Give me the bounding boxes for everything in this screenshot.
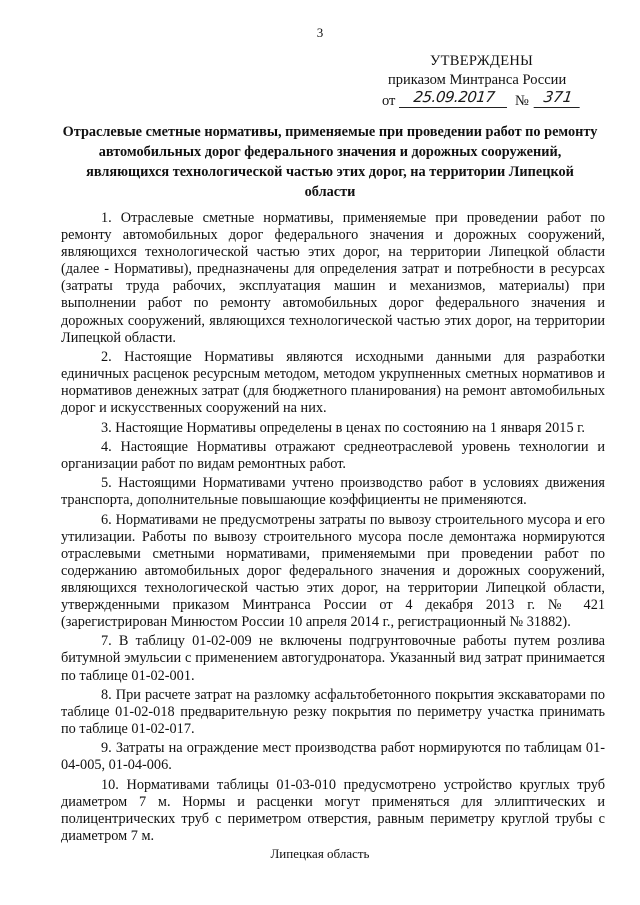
paragraph-4: 4. Настоящие Нормативы отражают среднеотраслевой уровень технологии и организации работ по видам ремонтных работ. [61, 438, 605, 472]
paragraph-5: 5. Настоящими Нормативами учтено производство работ в условиях движения транспорта, дополнительные повышающие коэффициенты не применяются. [61, 475, 605, 509]
approval-from-label: от [382, 93, 396, 109]
approval-title: УТВЕРЖДЕНЫ [430, 53, 534, 69]
approval-date: 25.09.2017 [399, 88, 509, 108]
paragraph-10: 10. Нормативами таблицы 01-03-010 предусмотрено устройство круглых труб диаметром 7 м. Нормы и расценки могут применяться для эллиптических и полицентрических труб с периметром отверстия, равным периметру круглой трубы с диаметром 7 м. [61, 776, 605, 844]
approval-block [382, 52, 622, 112]
approval-number-label: № [515, 93, 529, 109]
paragraph-6: 6. Нормативами не предусмотрены затраты по вывозу строительного мусора и его утилизации. Работы по вывозу строительного мусора после демонтажа нормируются отраслевыми сметными нормативами, применяемыми при проведении работ по содержанию автомобильных дорог федерального значения и дорожных сооружений, являющихся технологической частью этих дорог, на территории Липецкой области, утвержденными приказом Минтранса России от 4 декабря 2013 г. № 421 (зарегистрирован Минюстом России 10 апреля 2014 г., регистрационный № 31882). [61, 511, 605, 631]
document-body [61, 210, 605, 847]
paragraph-9: 9. Затраты на ограждение мест производства работ нормируются по таблицам 01-04-005, 01-04-006. [61, 740, 605, 774]
paragraph-8: 8. При расчете затрат на разломку асфальтобетонного покрытия экскаваторами по таблице 01-02-018 предварительную резку покрытия по периметру участка принимать по таблице 01-02-017. [61, 686, 605, 738]
paragraph-7: 7. В таблицу 01-02-009 не включены подгрунтовочные работы путем розлива битумной эмульсии с применением автогудронатора. Указанный вид затрат принимается по таблице 01-02-001. [61, 633, 605, 684]
document-title: Отраслевые сметные нормативы, применяемые при проведении работ по ремонту автомобильных дорог федерального значения и дорожных сооружений, являющихся технологической частью этих дорог, на территории Липецкой области [62, 124, 598, 200]
paragraph-3: 3. Настоящие Нормативы определены в ценах по состоянию на 1 января 2015 г. [101, 419, 585, 436]
paragraph-1: 1. Отраслевые сметные нормативы, применяемые при проведении работ по ремонту автомобильных дорог федерального значения и дорожных сооружений, являющихся технологической частью этих дорог, на территории Липецкой области (далее - Нормативы), предназначены для определения затрат и потребности в ресурсах (затраты труда рабочих, эксплуатация машин и механизмов, материалы) при выполнении работ по ремонту автомобильных дорог федерального значения и дорожных сооружений, являющихся технологической частью этих дорог, на территории Липецкой области. [61, 210, 605, 346]
page-number: 3 [316, 25, 324, 40]
approval-order: приказом Минтранса России [388, 72, 567, 88]
paragraph-2: 2. Настоящие Нормативы являются исходными данными для разработки единичных расценок ресурсным методом, методом укрупненных сметных нормативов и нормативов денежных затрат (для бюджетного планирования) на ремонт автомобильных дорог и искусственных сооружений на них. [61, 348, 605, 417]
approval-number: 371 [534, 88, 583, 108]
page-footer: Липецкая область [270, 846, 370, 861]
approval-date-line [382, 90, 622, 112]
